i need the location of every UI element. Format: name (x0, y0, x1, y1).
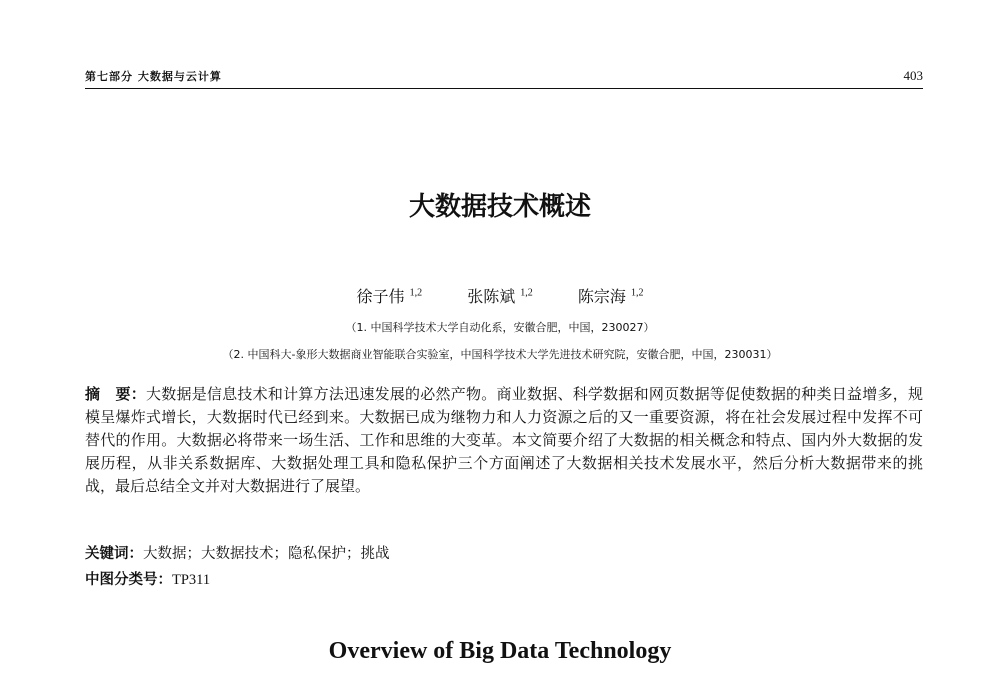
keywords-text: 大数据；大数据技术；隐私保护；挑战 (143, 546, 390, 562)
keywords-label: 关键词： (85, 546, 143, 562)
running-head (85, 66, 923, 89)
english-title: Overview of Big Data Technology (328, 638, 672, 664)
abstract-label: 摘 要： (85, 385, 146, 403)
author-1 (356, 287, 422, 306)
abstract (85, 383, 923, 498)
author-2 (467, 287, 533, 306)
classification-label: 中图分类号： (85, 572, 172, 588)
running-head-section: 第七部分 大数据与云计算 (85, 70, 222, 83)
author-3 (578, 287, 644, 306)
author-name: 徐子伟 (356, 287, 405, 306)
author-name: 张陈斌 (467, 287, 516, 306)
author-affil-sup: 1,2 (409, 287, 423, 299)
classification-value: TP311 (172, 572, 211, 588)
author-affil-sup: 1,2 (631, 287, 644, 299)
keywords (85, 542, 390, 563)
affiliation-2: （2. 中国科大-象形大数据商业智能联合实验室，中国科学技术大学先进技术研究院，安徽合肥，中国，230031） (222, 348, 778, 361)
author-name: 陈宗海 (577, 287, 626, 306)
classification-code (85, 568, 210, 589)
page-number: 403 (903, 68, 923, 83)
author-list (0, 284, 1000, 307)
paper-title: 大数据技术概述 (408, 192, 591, 222)
abstract-text: 大数据是信息技术和计算方法迅速发展的必然产物。商业数据、科学数据和网页数据等促使数据的种类日益增多，规模呈爆炸式增长，大数据时代已经到来。大数据已成为继物力和人力资源之后的又一重要资源，将在社会发展过程中发挥不可替代的作用。大数据必将带来一场生活、工作和思维的大变革。本文简要介绍了大数据的相关概念和特点、国内外大数据的发展历程，从非关系数据库、大数据处理工具和隐私保护三个方面阐述了大数据相关技术发展水平，然后分析大数据带来的挑战，最后总结全文并对大数据进行了展望。 (85, 385, 923, 495)
affiliation-1: （1. 中国科学技术大学自动化系，安徽合肥，中国，230027） (345, 321, 655, 334)
author-affil-sup: 1,2 (520, 287, 533, 299)
